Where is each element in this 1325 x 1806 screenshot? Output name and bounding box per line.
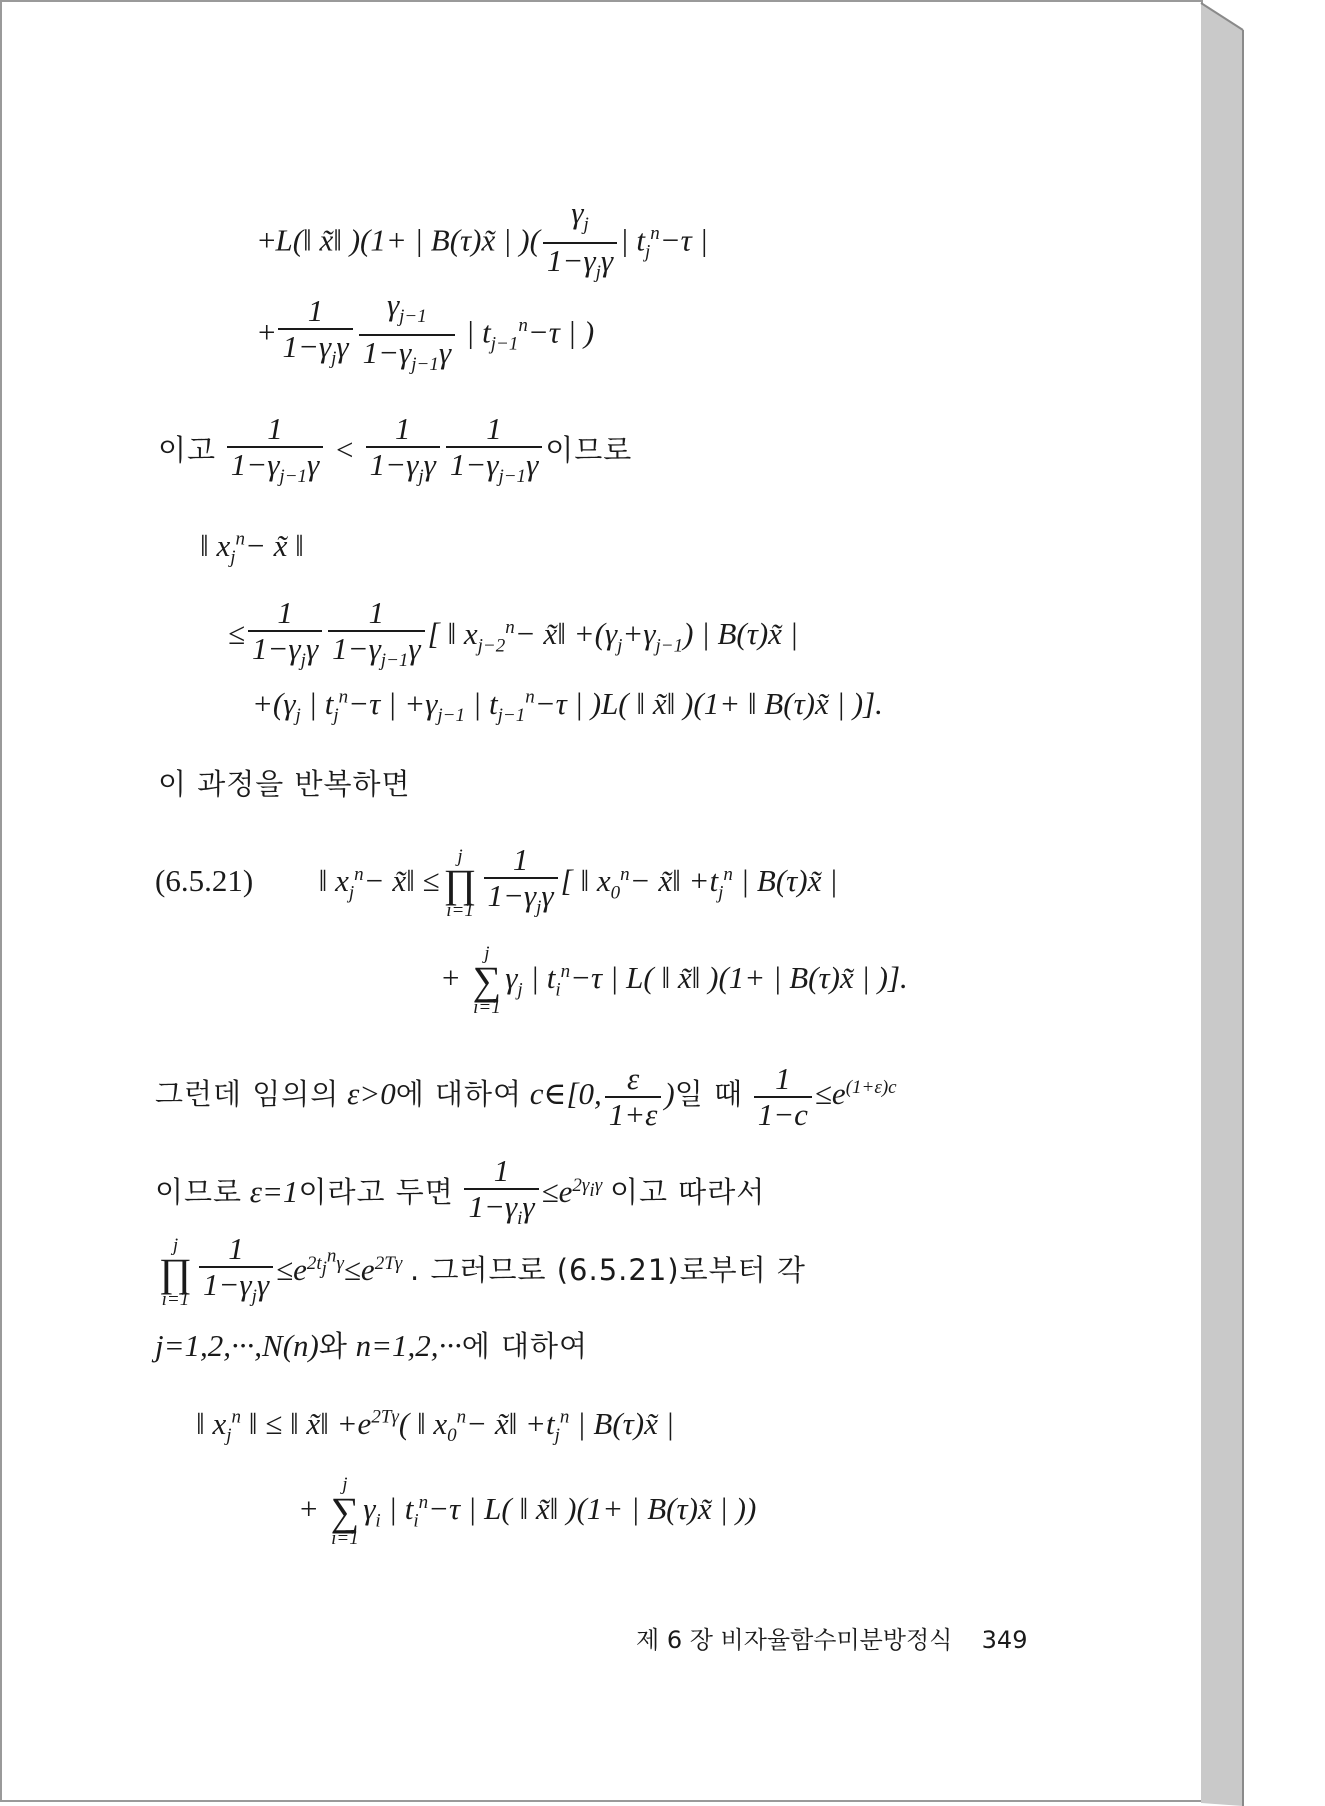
inequality-line: 이고 $\frac{1}{1-\gamma_{j-1}\gamma}$ < $\frac{1}{1-\gamma_j\gamma}$ $\frac{1}{1-\gamma_{j-1}\gamma}$ 이므로	[158, 412, 632, 494]
index-range: j=1,2,···,N(n)와 n=1,2,···에 대하여	[155, 1328, 589, 1363]
eq-6-5-21-line2: + j ∑ i=1 $\gamma_j$ | $t_i^n-\tau$ | L( ‖ x̃‖ )(1+ | B(τ)x̃ | )].	[440, 943, 908, 1018]
text-e-daehayeo: 에 대하여	[461, 1329, 589, 1363]
final-bound-line2: + j ∑ i=1 $\gamma_i$ | $t_i^n-\tau$ | L( ‖ x̃‖ )(1+ | B(τ)x̃ | ))	[298, 1474, 757, 1549]
text-wa: 와	[318, 1329, 348, 1363]
text-imeuro: 이므로	[545, 433, 633, 468]
product-bound: j ∏ i=1 $\frac{1}{1-\gamma_j\gamma}$ $\le e^{2t_j^n\gamma}\le e^{2T\gamma}$ . 그러므로 (6.5.21)로부터 각	[155, 1232, 806, 1314]
para-epsilon: 그런데 임의의 ε>0에 대하여 c∈[0, $\frac{\varepsilon}{1+\varepsilon}$ )일 때 $\frac{1}{1-c}$ $\le e^{(1+\varepsilon)c}$	[155, 1061, 897, 1132]
para-epsilon-2: 이므로 ε=1이라고 두면 $\frac{1}{1-\gamma_i\gamma}$ $\le e^{2\gamma_i\gamma}$ 이고 따라서	[155, 1154, 765, 1236]
page-number: 349	[981, 1626, 1028, 1654]
eq2-line2: $+(\gamma_j$ | $t_j^n-\tau$ | $+\gamma_{j-1}$ | $t_{j-1}^n-\tau$ | )L( ‖ x̃‖ )(1+ ‖ B(τ)x̃ | )].	[252, 686, 883, 727]
text-repeat: 이 과정을 반복하면	[158, 767, 411, 801]
eq-6-5-21-line1: (6.5.21) ‖ $x_j^n-$ x̃‖ ≤ j ∏ i=1 $\frac{1}{1-\gamma_j\gamma}$ [ ‖ $x_0^n-$ x̃‖ $+t_j^n$ | B(τ)x̃ |	[155, 843, 838, 925]
eq1-line1: +L(‖ x̃‖ )(1+ | B(τ)x̃ | )( $\frac{\gamma_j}{1-\gamma_j\gamma}$ | $t_j^n-\tau$ |	[258, 196, 708, 290]
text-il-ttae: 일 때	[674, 1077, 743, 1112]
chapter-title: 제 6 장 비자율함수미분방정식	[636, 1626, 953, 1654]
running-footer	[636, 1620, 1027, 1655]
text-para2: 이므로	[155, 1175, 243, 1210]
text-para1b: 에 대하여	[395, 1077, 522, 1112]
text-geureomeuro: . 그러므로 (6.5.21)로부터 각	[410, 1253, 806, 1288]
eq2-head: ‖ $x_j^n-$ x̃ ‖	[200, 528, 304, 569]
eq1-line2: + $\frac{1}{1-\gamma_j\gamma}$ $\frac{\gamma_{j-1}}{1-\gamma_{j-1}\gamma}$ | $t_{j-1}^n-\tau$ | )	[258, 288, 594, 382]
equation-label: (6.5.21)	[155, 863, 254, 899]
text-para2b: 이라고 두면	[298, 1175, 454, 1210]
text-igo-ttaraseo: 이고 따라서	[609, 1175, 766, 1210]
text-igo: 이고	[158, 433, 217, 468]
text-para1: 그런데 임의의	[155, 1077, 340, 1112]
final-bound-line1: ‖ $x_j^n$ ‖ ≤ ‖ x̃‖ $+e^{2T\gamma}$( ‖ $x_0^n-$ x̃‖ $+t_j^n$ | B(τ)x̃ |	[196, 1406, 675, 1447]
eq2-line1: ≤ $\frac{1}{1-\gamma_j\gamma}$ $\frac{1}{1-\gamma_{j-1}\gamma}$ [ ‖ $x_{j-2}^n-$ x̃‖ $+(\gamma_j+\gamma_{j-1})$ | B(τ)x̃ |	[228, 596, 798, 678]
